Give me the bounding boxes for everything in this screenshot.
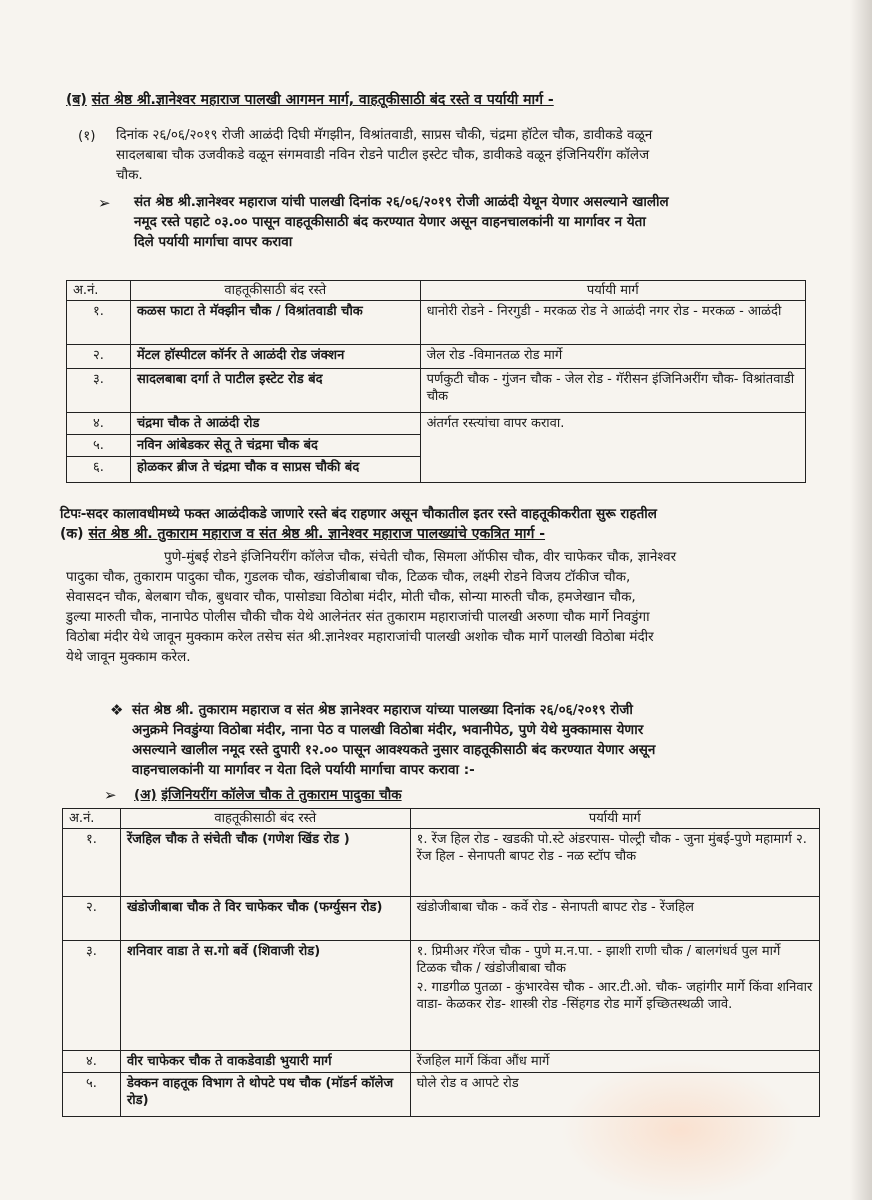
row-num: ६. bbox=[67, 457, 131, 483]
row-num: २. bbox=[63, 897, 121, 941]
table-row bbox=[63, 1051, 820, 1073]
subsection-a-heading bbox=[134, 786, 634, 805]
row-closed: चंद्रमा चौक ते आळंदी रोड bbox=[130, 413, 420, 435]
row-alt: रेंजहिल मार्गे किंवा औंध मार्गे bbox=[410, 1051, 819, 1073]
route-para-line: येथे जावून मुक्काम करेल. bbox=[66, 649, 191, 665]
row-alt: जेल रोड -विमानतळ रोड मार्गे bbox=[420, 345, 805, 369]
row-alt: अंतर्गत रस्त्यांचा वापर करावा. bbox=[420, 413, 805, 483]
row-alt: १. रेंज हिल रोड - खडकी पो.स्टे अंडरपास- पोल्ट्री चौक - जुना मुंबई-पुणे महामार्ग २. रेंज हिल - सेनापती बापट रोड - नळ स्टॉप चौक bbox=[410, 829, 819, 897]
table-row bbox=[67, 301, 806, 345]
route-para-line: डुल्या मारुती चौक, नानापेठ पोलीस चौकी चौक येथे आलेनंतर संत तुकाराम महाराजांची पालखी अरुणा चौक मार्गे निवडुंगा bbox=[66, 609, 650, 625]
route-para-line: पादुका चौक, तुकाराम पादुका चौक, गुडलक चौक, खंडोजीबाबा चौक, टिळक चौक, लक्ष्मी रोडने विजय टॉकीज चौक, bbox=[66, 569, 631, 585]
item1-line2: सादलबाबा चौक उजवीकडे वळून संगमवाडी नविन रोडने पाटील इस्टेट चौक, डावीकडे वळून इंजिनियरींग कॉलेज bbox=[116, 147, 650, 163]
closure-table-b bbox=[66, 280, 806, 483]
row-num: ४. bbox=[63, 1051, 121, 1073]
row-closed: कळस फाटा ते मॅक्झीन चौक / विश्रांतवाडी चौक bbox=[130, 301, 420, 345]
item1-line3: चौक. bbox=[116, 167, 143, 183]
row-closed: खंडोजीबाबा चौक ते विर चाफेकर चौक (फर्ग्युसन रोड) bbox=[120, 897, 410, 941]
subsection-a-label: (अ) bbox=[134, 787, 157, 803]
header-closed-roads: वाहतूकीसाठी बंद रस्ते bbox=[120, 809, 410, 829]
bullet-k-line: संत श्रेष्ठ श्री. तुकाराम महाराज व संत श्रेष्ठ ज्ञानेश्वर महाराज यांच्या पालख्या दिनांक २६/०६/२०१९ रोजी bbox=[132, 702, 633, 718]
row-alt: १. प्रिमीअर गॅरेज चौक - पुणे म.न.पा. - झाशी राणी चौक / बालगंधर्व पुल मार्गे टिळक चौक / खंडोजीबाबा चौक bbox=[416, 944, 781, 976]
row-alt: धानोरी रोडने - निरगुडी - मरकळ रोड ने आळंदी नगर रोड - मरकळ - आळंदी bbox=[420, 301, 805, 345]
row-closed: डेक्कन वाहतूक विभाग ते थोपटे पथ चौक (मॉडर्न कॉलेज रोड) bbox=[120, 1073, 410, 1117]
row-closed: मेंटल हॉस्पीटल कॉर्नर ते आळंदी रोड जंक्शन bbox=[130, 345, 420, 369]
bullet-k-line: अनुक्रमे निवडुंग्या विठोबा मंदीर, नाना पेठ व पालखी विठोबा मंदीर, भवानीपेठ, पुणे येथे मुक्कामास येणार bbox=[132, 722, 644, 738]
route-para-line: सेवासदन चौक, बेलबाग चौक, बुधवार चौक, पासोड्या विठोबा मंदीर, मोती चौक, सोन्या मारुती चौक, हमजेखान चौक, bbox=[66, 589, 636, 605]
note-line: टिपः-सदर कालावधीमध्ये फक्त आळंदीकडे जाणारे रस्ते बंद राहणार असून चौकातील इतर रस्ते वाहतूकीकरीता सुरू राहतील bbox=[60, 506, 657, 522]
diamond-bullet-icon: ❖ bbox=[110, 701, 124, 719]
bullet-b-line3: दिले पर्यायी मार्गाचा वापर करावा bbox=[134, 234, 293, 250]
row-num: ४. bbox=[67, 413, 131, 435]
row-alt-second: २. गाडगीळ पुतळा - कुंभारवेस चौक - आर.टी.ओ. चौक- जहांगीर मार्गे किंवा शनिवार वाडा- केळकर रोड- शास्त्री रोड -सिंहगड रोड मार्गे इच्छितस्थळी जावे. bbox=[416, 980, 813, 1012]
row-alt: खंडोजीबाबा चौक - कर्वे रोड - सेनापती बापट रोड - रेंजहिल bbox=[410, 897, 819, 941]
row-closed: सादलबाबा दर्गा ते पाटील इस्टेट रोड बंद bbox=[130, 369, 420, 413]
route-para-line: पुणे-मुंबई रोडने इंजिनियरींग कॉलेज चौक, संचेती चौक, सिमला ऑफीस चौक, वीर चाफेकर चौक, ज्ञानेश्वर bbox=[164, 549, 677, 565]
section-k-heading bbox=[60, 525, 860, 544]
section-b-heading bbox=[66, 91, 846, 110]
table-row bbox=[63, 829, 820, 897]
bullet-b-line2: नमूद रस्ते पहाटे ०३.०० पासून वाहतूकीसाठी बंद करण्यात येणार असून वाहनचालकांनी या मार्गावर न येता bbox=[134, 214, 646, 230]
closure-table-k bbox=[62, 808, 820, 1117]
table-row bbox=[67, 369, 806, 413]
bullet-k-line: असल्याने खालील नमूद रस्ते दुपारी १२.०० पासून आवश्यकते नुसार वाहतूकीसाठी बंद करण्यात येणार असून bbox=[132, 742, 656, 758]
row-num: १. bbox=[67, 301, 131, 345]
route-para-line: विठोबा मंदीर येथे जावून मुक्काम करेल तसेच संत श्री.ज्ञानेश्वर महाराजांची पालखी अशोक चौक मार्गे पालखी विठोबा मंदीर bbox=[66, 629, 654, 645]
row-alt: घोले रोड व आपटे रोड bbox=[410, 1073, 819, 1117]
page-edge-shadow bbox=[850, 0, 872, 1200]
row-closed: होळकर ब्रीज ते चंद्रमा चौक व साप्रस चौकी बंद bbox=[130, 457, 420, 483]
table-row bbox=[63, 1073, 820, 1117]
section-k-label: (क) bbox=[60, 526, 84, 542]
row-closed: शनिवार वाडा ते स.गो बर्वे (शिवाजी रोड) bbox=[120, 941, 410, 1051]
row-alt-cell bbox=[410, 941, 819, 1051]
table-header-row bbox=[63, 809, 820, 829]
header-alternate-route: पर्यायी मार्ग bbox=[410, 809, 819, 829]
row-closed: नविन आंबेडकर सेतू ते चंद्रमा चौक बंद bbox=[130, 435, 420, 457]
item1-number: (१) bbox=[78, 128, 96, 144]
arrow-bullet-icon: ➢ bbox=[104, 786, 117, 804]
table-row bbox=[67, 413, 806, 435]
row-closed: वीर चाफेकर चौक ते वाकडेवाडी भुयारी मार्ग bbox=[120, 1051, 410, 1073]
header-serial: अ.नं. bbox=[67, 281, 131, 301]
row-alt: पर्णकुटी चौक - गुंजन चौक - जेल रोड - गॅरीसन इंजिनिअरींग चौक- विश्रांतवाडी चौक bbox=[420, 369, 805, 413]
row-num: ५. bbox=[63, 1073, 121, 1117]
table-row bbox=[63, 897, 820, 941]
bullet-k-line: वाहनचालकांनी या मार्गावर न येता दिले पर्यायी मार्गाचा वापर करावा :- bbox=[132, 762, 475, 778]
item1-line1: दिनांक २६/०६/२०१९ रोजी आळंदी दिघी मॅगझीन, विश्रांतवाडी, साप्रस चौकी, चंद्रमा हॉटेल चौक, डावीकडे वळून bbox=[116, 127, 653, 143]
subsection-a-title: इंजिनियरींग कॉलेज चौक ते तुकाराम पादुका चौक bbox=[161, 787, 402, 803]
header-closed-roads: वाहतूकीसाठी बंद रस्ते bbox=[130, 281, 420, 301]
section-b-title: संत श्रेष्ठ श्री.ज्ञानेश्वर महाराज पालखी आगमन मार्ग, वाहतूकीसाठी बंद रस्ते व पर्यायी मार्ग - bbox=[91, 92, 554, 108]
row-num: ३. bbox=[63, 941, 121, 1051]
row-closed: रेंजहिल चौक ते संचेती चौक (गणेश खिंड रोड ) bbox=[120, 829, 410, 897]
section-k-title: संत श्रेष्ठ श्री. तुकाराम महाराज व संत श्रेष्ठ श्री. ज्ञानेश्वर महाराज पालख्यांचे एकत्रित मार्ग - bbox=[88, 526, 546, 542]
section-b-label: (ब) bbox=[66, 92, 87, 108]
arrow-bullet-icon: ➢ bbox=[98, 194, 111, 212]
row-num: ५. bbox=[67, 435, 131, 457]
row-num: १. bbox=[63, 829, 121, 897]
header-serial: अ.नं. bbox=[63, 809, 121, 829]
table-header-row bbox=[67, 281, 806, 301]
table-row bbox=[67, 345, 806, 369]
header-alternate-route: पर्यायी मार्ग bbox=[420, 281, 805, 301]
row-num: ३. bbox=[67, 369, 131, 413]
table-row bbox=[63, 941, 820, 1051]
row-num: २. bbox=[67, 345, 131, 369]
bullet-b-line1: संत श्रेष्ठ श्री.ज्ञानेश्वर महाराज यांची पालखी दिनांक २६/०६/२०१९ रोजी आळंदी येथून येणार असल्याने खालील bbox=[134, 194, 669, 210]
